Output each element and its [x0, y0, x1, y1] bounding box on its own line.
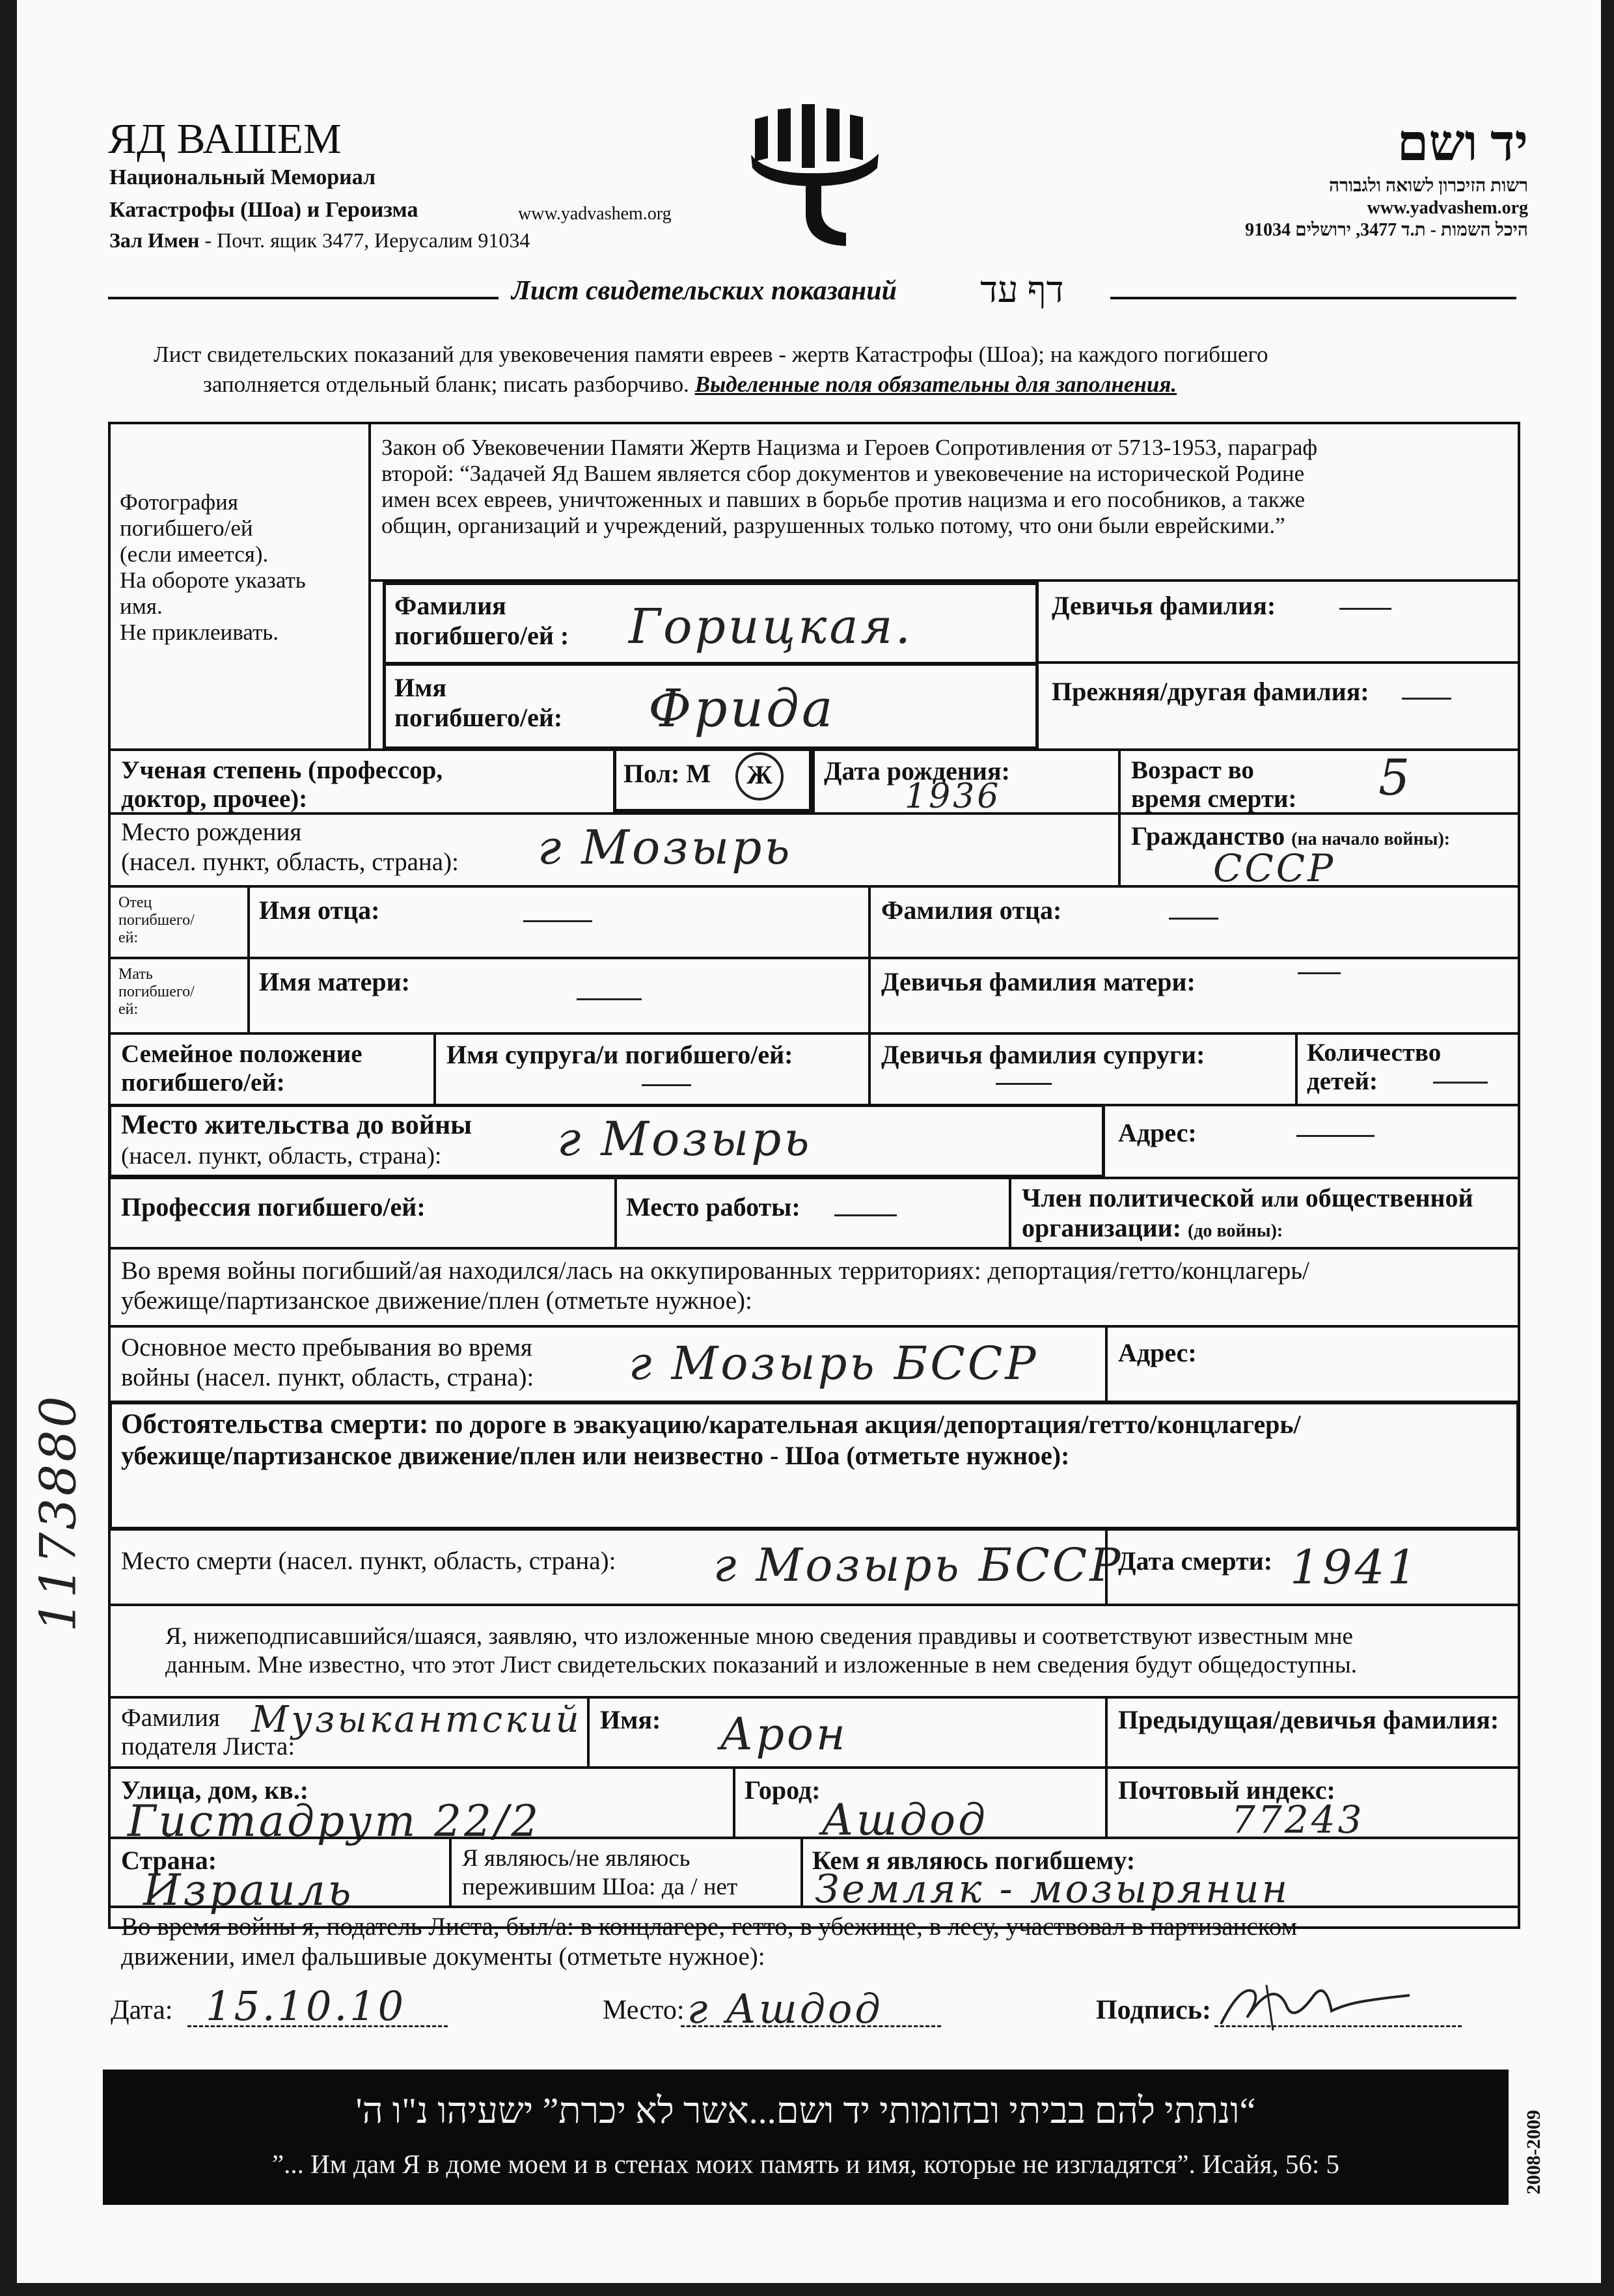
submitter-prev-divider	[1105, 1696, 1108, 1768]
intro-plain: заполняется отдельный бланк; писать разборчиво.	[203, 372, 689, 397]
member-label: Член политической или общественной	[1022, 1183, 1473, 1212]
other-surname-dash[interactable]	[1402, 698, 1451, 700]
date-value[interactable]: 15.10.10	[206, 1982, 407, 2030]
mother-maiden-label: Девичья фамилия матери:	[881, 967, 1196, 996]
org-subtitle-1: Национальный Мемориал	[109, 165, 376, 189]
relation-value[interactable]: Земляк - мозырянин	[815, 1866, 1291, 1912]
submitter-prev-label: Предыдущая/девичья фамилия:	[1118, 1705, 1499, 1734]
children-dash[interactable]	[1433, 1082, 1488, 1084]
row-rule-declaration	[108, 1604, 1520, 1606]
org-subtitle-2: Катастрофы (Шоа) и Героизма	[109, 198, 418, 222]
website-right[interactable]: www.yadvashem.org	[1367, 198, 1528, 218]
country-value[interactable]: Израиль	[143, 1865, 354, 1915]
wartime-address-label: Адрес:	[1118, 1338, 1197, 1367]
residence-sublabel: (насел. пункт, область, страна):	[121, 1143, 442, 1169]
law-excerpt: Закон об Увековечении Памяти Жертв Нацизма и Героев Сопротивления от 5713-1953, параграф второй: “Задачей Яд Вашем является сбор документов и увековечение на исторической Родине имен всех евреев, уничтоженных и павших в борьбе против нацизма и его пособников, а также общин, организаций и учреждений, разрушенных только потому, что они были еврейскими.”	[381, 435, 1318, 538]
children-label: Количество детей:	[1307, 1039, 1442, 1095]
mother-name-label: Имя матери:	[259, 967, 410, 996]
father-name-dash[interactable]	[523, 920, 592, 922]
spouse-divider	[433, 1032, 436, 1105]
spouse-name-label: Имя супруга/и погибшего/ей:	[446, 1040, 793, 1069]
submitter-war-line-2: движении, имел фальшивые документы (отметьте нужное):	[121, 1943, 765, 1971]
document-title-he: דף עד	[980, 270, 1064, 310]
parents-side-divider	[247, 885, 250, 1033]
member-divider	[1009, 1177, 1011, 1248]
wartime-line-2: убежище/партизанское движение/плен (отметьте нужное):	[121, 1287, 752, 1315]
quote-banner	[103, 2070, 1509, 2205]
other-surname-label: Прежняя/другая фамилия:	[1052, 677, 1369, 706]
signature-label: Подпись:	[1096, 1995, 1211, 2025]
dob-divider	[812, 748, 815, 813]
signature-underline	[1214, 2025, 1462, 2027]
row-rule-street	[108, 1766, 1520, 1769]
member-label-2: организации: (до войны):	[1022, 1213, 1283, 1242]
row-rule-marital	[108, 1032, 1520, 1035]
declaration-line-1: Я, нижеподписавшийся/шаяся, заявляю, что изложенные мною сведения правдивы и соответствуют известным мне	[165, 1623, 1353, 1650]
document-title: Лист свидетельских показаний	[512, 276, 897, 306]
gender-female-option[interactable]	[735, 752, 784, 800]
residence-label: Место жительства до войны	[121, 1110, 472, 1140]
surname-label: Фамилия погибшего/ей :	[394, 591, 569, 650]
death-circ-line-1: Обстоятельства смерти: по дороге в эвакуацию/карательная акция/депортация/гетто/концлагерь/	[121, 1409, 1301, 1440]
citizenship-label: Гражданство (на начало войны):	[1131, 821, 1451, 851]
banner-russian: ”... Им дам Я в доме моем и в стенах моих память и имя, которые не изгладятся”. Исайя, 56: 5	[271, 2149, 1340, 2179]
org-address-ru	[109, 225, 530, 255]
photo-note: Фотография погибшего/ей (если имеется). На обороте указать имя. Не приклеивать.	[120, 489, 306, 645]
row-rule-wartime-place	[108, 1325, 1520, 1328]
survivor-divider	[449, 1837, 452, 1907]
survivor-label: Я являюсь/не являюсь пережившим Шоа: да / нет	[462, 1845, 738, 1900]
row-rule-profession	[108, 1177, 1520, 1179]
submitter-war-line-1: Во время войны я, податель Листа, был/а: в концлагере, гетто, в убежище, в лесу, участвовал в партизанском	[121, 1913, 1298, 1941]
maiden-name-dash[interactable]	[1339, 608, 1391, 610]
spouse-name-dash[interactable]	[642, 1084, 691, 1086]
title-rule-left	[108, 297, 499, 299]
relation-divider	[800, 1837, 803, 1907]
residence-address-dash[interactable]	[1296, 1135, 1375, 1137]
spouse-maiden-label: Девичья фамилия супруги:	[881, 1040, 1205, 1069]
margin-number: 1173880	[29, 1393, 87, 1632]
spouse-maiden-dash[interactable]	[996, 1083, 1052, 1085]
dob-value[interactable]: 1936	[905, 777, 1002, 816]
row-rule-mother	[108, 957, 1520, 959]
hall-of-names-label: Зал Имен	[109, 228, 200, 252]
father-surname-dash[interactable]	[1169, 918, 1218, 920]
maiden-name-label: Девичья фамилия:	[1052, 591, 1276, 620]
birthplace-value[interactable]: г Мозырь	[538, 820, 793, 875]
father-name-label: Имя отца:	[259, 895, 380, 925]
intro-emphasis: Выделенные поля обязательны для заполнения.	[694, 372, 1177, 397]
address-he: היכל השמות - ת.ד 3477, ירושלים 91034	[1245, 220, 1528, 240]
city-value[interactable]: Ашдод	[821, 1795, 988, 1845]
workplace-dash[interactable]	[834, 1214, 897, 1216]
relation-label: Кем я являюсь погибшему:	[812, 1846, 1136, 1875]
postal-address: - Почт. ящик 3477, Иерусалим 91034	[204, 228, 530, 252]
death-date-label: Дата смерти:	[1118, 1546, 1273, 1576]
testimony-sheet	[17, 0, 1601, 2283]
date-underline	[187, 2025, 448, 2027]
surname-value[interactable]: Горицкая.	[629, 599, 914, 655]
father-divider	[868, 885, 871, 1033]
yad-vashem-logo-icon	[748, 96, 882, 249]
declaration-line-2: данным. Мне известно, что этот Лист свидетельских показаний и изложенные в нем сведения будут общедоступны.	[165, 1652, 1357, 1678]
marital-label: Семейное положение погибшего/ей:	[121, 1040, 362, 1097]
row-rule-country	[108, 1837, 1520, 1839]
place-value[interactable]: г Ашдод	[687, 1985, 883, 2032]
first-name-value[interactable]: Фрида	[648, 678, 836, 739]
death-place-value[interactable]: г Мозырь БССР	[713, 1538, 1123, 1592]
side-year: 2008-2009	[1523, 2110, 1544, 2194]
org-name-ru: ЯД ВАШЕМ	[108, 115, 342, 163]
death-date-divider	[1105, 1531, 1108, 1605]
mother-side-label: Мать погибшего/ ей:	[118, 966, 195, 1018]
workplace-label: Место работы:	[626, 1192, 800, 1222]
row-rule-submitter-war	[108, 1906, 1520, 1908]
spouse-maiden-divider	[868, 1032, 871, 1105]
intro-line-2	[203, 370, 1177, 400]
submitter-name-label: Имя:	[600, 1705, 661, 1734]
country-label: Страна:	[121, 1846, 217, 1875]
death-place-label: Место смерти (насел. пункт, область, страна):	[121, 1547, 616, 1575]
street-label: Улица, дом, кв.:	[121, 1775, 309, 1805]
birthplace-label: Место рождения (насел. пункт, область, страна):	[121, 818, 459, 876]
gender-label: Пол: М	[623, 759, 711, 788]
row-rule-wartime	[108, 1247, 1520, 1250]
profession-label: Профессия погибшего/ей:	[121, 1192, 426, 1222]
wartime-place-value[interactable]: г Мозырь БССР	[629, 1337, 1039, 1390]
death-date-value[interactable]: 1941	[1290, 1540, 1420, 1594]
wartime-line-1: Во время войны погибший/ая находился/лась на оккупированных территориях: депортация/гетто/концлагерь/	[121, 1257, 1309, 1285]
place-label: Место:	[603, 1995, 685, 2025]
mother-maiden-dash[interactable]	[1298, 972, 1341, 974]
zip-divider	[1105, 1766, 1108, 1838]
city-label: Город:	[745, 1775, 821, 1805]
website-left[interactable]: www.yadvashem.org	[518, 204, 672, 224]
degree-label: Ученая степень (профессор, доктор, прочее):	[121, 756, 443, 813]
zip-label: Почтовый индекс:	[1118, 1775, 1335, 1805]
org-name-he: יד ושם	[1397, 115, 1528, 171]
submitter-name-divider	[587, 1696, 590, 1768]
wartime-address-divider	[1105, 1325, 1108, 1402]
workplace-divider	[614, 1177, 617, 1248]
residence-address-label: Адрес:	[1118, 1118, 1197, 1147]
submitter-name-value[interactable]: Арон	[720, 1709, 848, 1760]
street-value[interactable]: Гистадрут 22/2	[128, 1796, 541, 1846]
row-rule-father	[108, 885, 1520, 888]
first-name-label: Имя погибшего/ей:	[394, 673, 563, 732]
residence-value[interactable]: г Мозырь	[557, 1112, 812, 1166]
banner-hebrew: “ונתתי להם בביתי ובחומותי יד ושם...אשר לא יכרת” ישעיהו נ"ו ה'	[355, 2091, 1256, 2131]
dob-label: Дата рождения:	[824, 756, 1010, 786]
city-divider	[733, 1766, 735, 1838]
age-value[interactable]: 5	[1378, 748, 1413, 806]
gender-female-label: Ж	[746, 760, 773, 789]
age-divider	[1118, 748, 1121, 886]
maiden-row-rule	[1039, 661, 1520, 664]
row-rule-birthplace	[108, 812, 1520, 815]
photo-cell-divider	[368, 423, 371, 750]
date-label: Дата:	[111, 1995, 173, 2025]
org-subtitle-he: רשות הזיכרון לשואה ולגבורה	[1328, 176, 1528, 196]
intro-line-1: Лист свидетельских показаний для увековечения памяти евреев - жертв Катастрофы (Шоа); на каждого погибшего	[154, 342, 1268, 367]
death-circ-line-2: убежище/партизанское движение/плен или неизвестно - Шоа (отметьте нужное):	[121, 1441, 1070, 1470]
father-surname-label: Фамилия отца:	[881, 895, 1062, 925]
wartime-place-label: Основное место пребывания во время войны (насел. пункт, область, страна):	[121, 1333, 534, 1391]
age-label: Возраст во время смерти:	[1131, 756, 1297, 813]
zip-value[interactable]: 77243	[1231, 1797, 1365, 1842]
place-underline	[681, 2025, 941, 2027]
citizenship-value[interactable]: СССР	[1213, 846, 1336, 890]
mother-name-dash[interactable]	[577, 998, 642, 1000]
father-side-label: Отец погибшего/ ей:	[118, 894, 195, 946]
title-rule-right	[1110, 297, 1516, 299]
submitter-surname-value[interactable]: Музыкантский	[251, 1699, 582, 1741]
submitter-surname-label: Фамилия подателя Листа:	[121, 1704, 295, 1760]
children-divider	[1295, 1032, 1298, 1105]
